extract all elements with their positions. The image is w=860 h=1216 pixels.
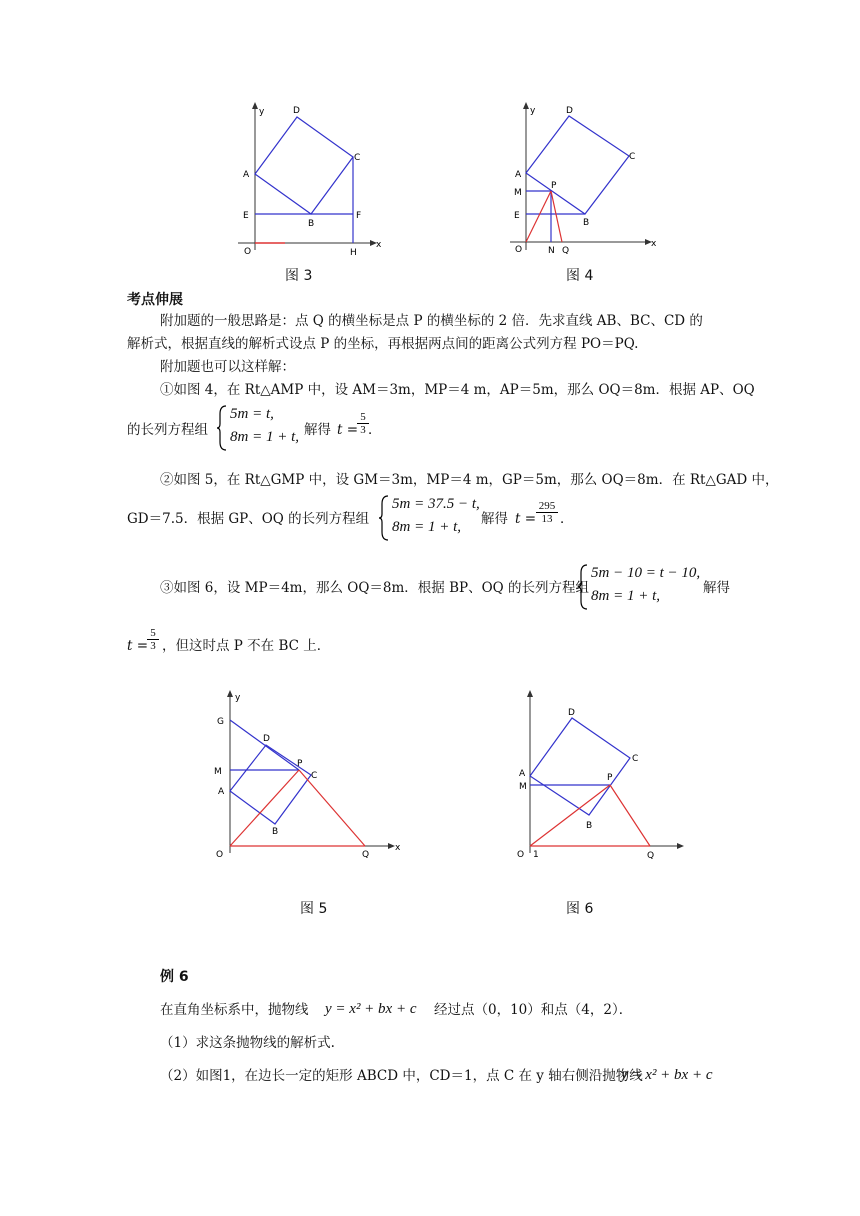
label-O: O [216, 850, 224, 860]
equation-2a: 5m = 37.5 − t, [392, 496, 480, 512]
label-F: F [356, 211, 362, 221]
label-O: O [517, 850, 525, 860]
equation-system-3 [577, 563, 707, 611]
caption-figure-3: 图 3 [285, 268, 313, 284]
figure-4 [505, 100, 665, 260]
equation-1b: 8m = 1 + t, [230, 429, 299, 445]
fraction-3-den: 3 [147, 639, 159, 652]
equation-1a: 5m = t, [230, 406, 274, 422]
label-N: N [548, 246, 555, 256]
figure-5 [205, 688, 405, 863]
equation-2b: 8m = 1 + t, [392, 519, 461, 535]
label-C: C [629, 152, 636, 162]
label-A: A [218, 787, 225, 797]
solve-label-3: 解得 [703, 580, 730, 596]
solve-label-1: 解得 [304, 422, 331, 438]
label-y: y [530, 106, 536, 116]
fraction-2-den: 13 [536, 512, 558, 525]
label-B: B [586, 821, 593, 831]
label-Q: Q [362, 850, 370, 860]
solve-label-2: 解得 [481, 511, 508, 527]
caption-figure-6: 图 6 [566, 901, 594, 917]
example-question-2: （2）如图1，在边长一定的矩形 ABCD 中，CD＝1，点 C 在 y 轴右侧沿抛物线 [160, 1068, 643, 1084]
label-C: C [632, 754, 639, 764]
equation-system-2 [378, 494, 478, 542]
example-heading: 例 6 [160, 969, 189, 985]
label-y: y [235, 693, 241, 703]
label-A: A [243, 170, 250, 180]
label-x: x [395, 843, 401, 853]
paragraph-5-end: ，但这时点 P 不在 BC 上． [162, 638, 331, 654]
label-B: B [308, 219, 315, 229]
label-B: B [272, 827, 279, 837]
example-line-1a: 在直角坐标系中，抛物线 [160, 1002, 309, 1018]
label-A: A [519, 769, 526, 779]
label-G: G [217, 717, 224, 727]
fraction-2-num: 295 [538, 500, 556, 512]
label-H: H [350, 248, 357, 258]
fraction-3-num: 5 [150, 627, 156, 639]
label-E: E [243, 211, 249, 221]
example-equation: y = x² + bx + c [325, 1001, 417, 1017]
label-E: E [514, 211, 520, 221]
label-M: M [214, 767, 222, 777]
label-y: y [259, 107, 265, 117]
paragraph-1-line-2: 解析式，根据直线的解析式设点 P 的坐标，再根据两点间的距离公式列方程 PO＝PQ. [127, 336, 639, 352]
label-D: D [566, 106, 573, 116]
equation-system-1 [216, 404, 306, 452]
label-B: B [583, 218, 590, 228]
label-O: O [515, 245, 523, 255]
fraction-1-num: 5 [360, 411, 366, 423]
fraction-2 [536, 500, 558, 525]
label-M: M [514, 188, 522, 198]
label-C: C [354, 153, 361, 163]
label-C: C [311, 771, 318, 781]
label-P: P [607, 773, 613, 783]
label-O: O [244, 247, 252, 257]
paragraph-3-line-1: ①如图 4，在 Rt△AMP 中，设 AM＝3m，MP＝4 m，AP＝5m，那么 OQ＝8m．根据 AP、OQ [160, 382, 755, 398]
figure-6 [502, 688, 692, 863]
example-line-1b: 经过点（0，10）和点（4，2）． [434, 1002, 633, 1018]
label-1: 1 [533, 850, 539, 860]
label-x: x [376, 240, 382, 250]
fraction-3 [147, 627, 159, 652]
paragraph-1-line-1: 附加题的一般思路是：点 Q 的横坐标是点 P 的横坐标的 2 倍．先求直线 AB、BC、CD 的 [160, 313, 703, 329]
caption-figure-5: 图 5 [300, 901, 328, 917]
label-P: P [297, 759, 303, 769]
period-1: ． [368, 422, 382, 438]
t-equals-2: t = [515, 511, 537, 527]
period-2: ． [560, 511, 574, 527]
example-question-2-equation: y = x² + bx + c [621, 1067, 713, 1083]
caption-figure-4: 图 4 [566, 268, 594, 284]
paragraph-2: 附加题也可以这样解： [160, 359, 295, 375]
paragraph-5-line-1: ③如图 6，设 MP＝4m，那么 OQ＝8m．根据 BP、OQ 的长列方程组 [160, 580, 590, 596]
label-D: D [263, 734, 270, 744]
fraction-1-den: 3 [357, 423, 369, 436]
label-P: P [551, 181, 557, 191]
label-Q: Q [562, 246, 570, 256]
label-Q: Q [647, 851, 655, 861]
label-D: D [568, 708, 575, 718]
paragraph-4-line-1: ②如图 5，在 Rt△GMP 中，设 GM＝3m，MP＝4 m，GP＝5m，那么 OQ＝8m．在 Rt△GAD 中， [160, 472, 779, 488]
label-M: M [519, 782, 527, 792]
paragraph-4-line-2: GD＝7.5．根据 GP、OQ 的长列方程组 [127, 511, 370, 527]
example-question-1: （1）求这条抛物线的解析式. [160, 1035, 335, 1051]
equation-3a: 5m − 10 = t − 10, [591, 565, 701, 581]
label-A: A [515, 170, 522, 180]
t-equals-1: t = [337, 422, 359, 438]
label-D: D [293, 106, 300, 116]
section-heading: 考点伸展 [127, 292, 183, 308]
equation-3b: 8m = 1 + t, [591, 588, 660, 604]
label-x: x [651, 239, 657, 249]
t-equals-3: t = [127, 638, 149, 654]
paragraph-3-line-2: 的长列方程组 [127, 422, 208, 438]
figure-3 [230, 100, 390, 260]
